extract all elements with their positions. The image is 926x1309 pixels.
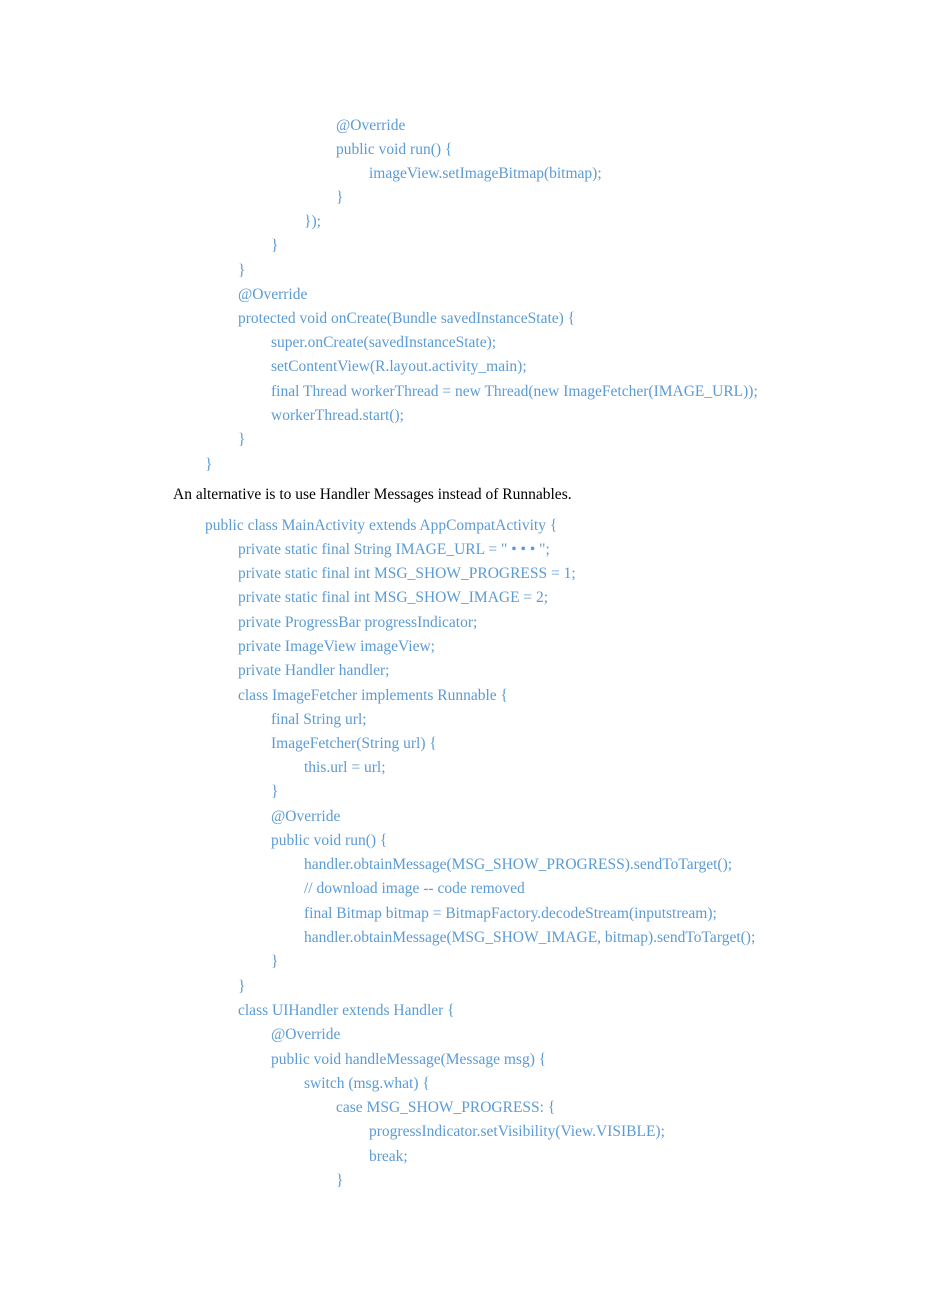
code-line: this.url = url; xyxy=(304,759,386,776)
code-line: imageView.setImageBitmap(bitmap); xyxy=(369,165,602,182)
code-line: case MSG_SHOW_PROGRESS: { xyxy=(336,1099,556,1116)
code-line: @Override xyxy=(271,1026,341,1043)
code-line: @Override xyxy=(336,117,406,134)
code-line: switch (msg.what) { xyxy=(304,1075,430,1092)
code-line: } xyxy=(271,783,279,800)
code-line: ImageFetcher(String url) { xyxy=(271,735,437,752)
code-line: @Override xyxy=(238,286,308,303)
code-line: } xyxy=(238,978,246,995)
code-line: setContentView(R.layout.activity_main); xyxy=(271,358,527,375)
code-line: progressIndicator.setVisibility(View.VISIBLE); xyxy=(369,1123,665,1140)
code-line: super.onCreate(savedInstanceState); xyxy=(271,334,497,351)
code-line: // download image -- code removed xyxy=(304,880,525,897)
code-line: }); xyxy=(304,213,321,230)
code-line: class UIHandler extends Handler { xyxy=(238,1002,455,1019)
code-line: } xyxy=(238,262,246,279)
code-line: final Thread workerThread = new Thread(new ImageFetcher(IMAGE_URL)); xyxy=(271,383,758,400)
code-line: } xyxy=(238,431,246,448)
code-line: public void run() { xyxy=(271,832,388,849)
code-line: public void run() { xyxy=(336,141,453,158)
code-line: private static final String IMAGE_URL = " • • • "; xyxy=(238,541,550,558)
code-line: break; xyxy=(369,1148,408,1165)
code-line: protected void onCreate(Bundle savedInstanceState) { xyxy=(238,310,576,327)
code-line: private ProgressBar progressIndicator; xyxy=(238,614,478,631)
code-line: public class MainActivity extends AppCompatActivity { xyxy=(205,517,558,534)
code-line: } xyxy=(205,456,213,473)
code-line: private ImageView imageView; xyxy=(238,638,435,655)
code-line: private Handler handler; xyxy=(238,662,390,679)
code-line: } xyxy=(336,189,344,206)
paragraph-text: An alternative is to use Handler Messages instead of Runnables. xyxy=(173,486,572,503)
code-line: } xyxy=(336,1172,344,1189)
code-line: workerThread.start(); xyxy=(271,407,404,424)
code-line: handler.obtainMessage(MSG_SHOW_IMAGE, bitmap).sendToTarget(); xyxy=(304,929,756,946)
code-line: class ImageFetcher implements Runnable { xyxy=(238,687,509,704)
code-line: final Bitmap bitmap = BitmapFactory.decodeStream(inputstream); xyxy=(304,905,717,922)
code-line: public void handleMessage(Message msg) { xyxy=(271,1051,547,1068)
code-line: @Override xyxy=(271,808,341,825)
code-line: } xyxy=(271,237,279,254)
code-line: private static final int MSG_SHOW_IMAGE = 2; xyxy=(238,589,549,606)
code-line: private static final int MSG_SHOW_PROGRESS = 1; xyxy=(238,565,576,582)
code-line: } xyxy=(271,953,279,970)
code-line: handler.obtainMessage(MSG_SHOW_PROGRESS).sendToTarget(); xyxy=(304,856,733,873)
code-line: final String url; xyxy=(271,711,367,728)
